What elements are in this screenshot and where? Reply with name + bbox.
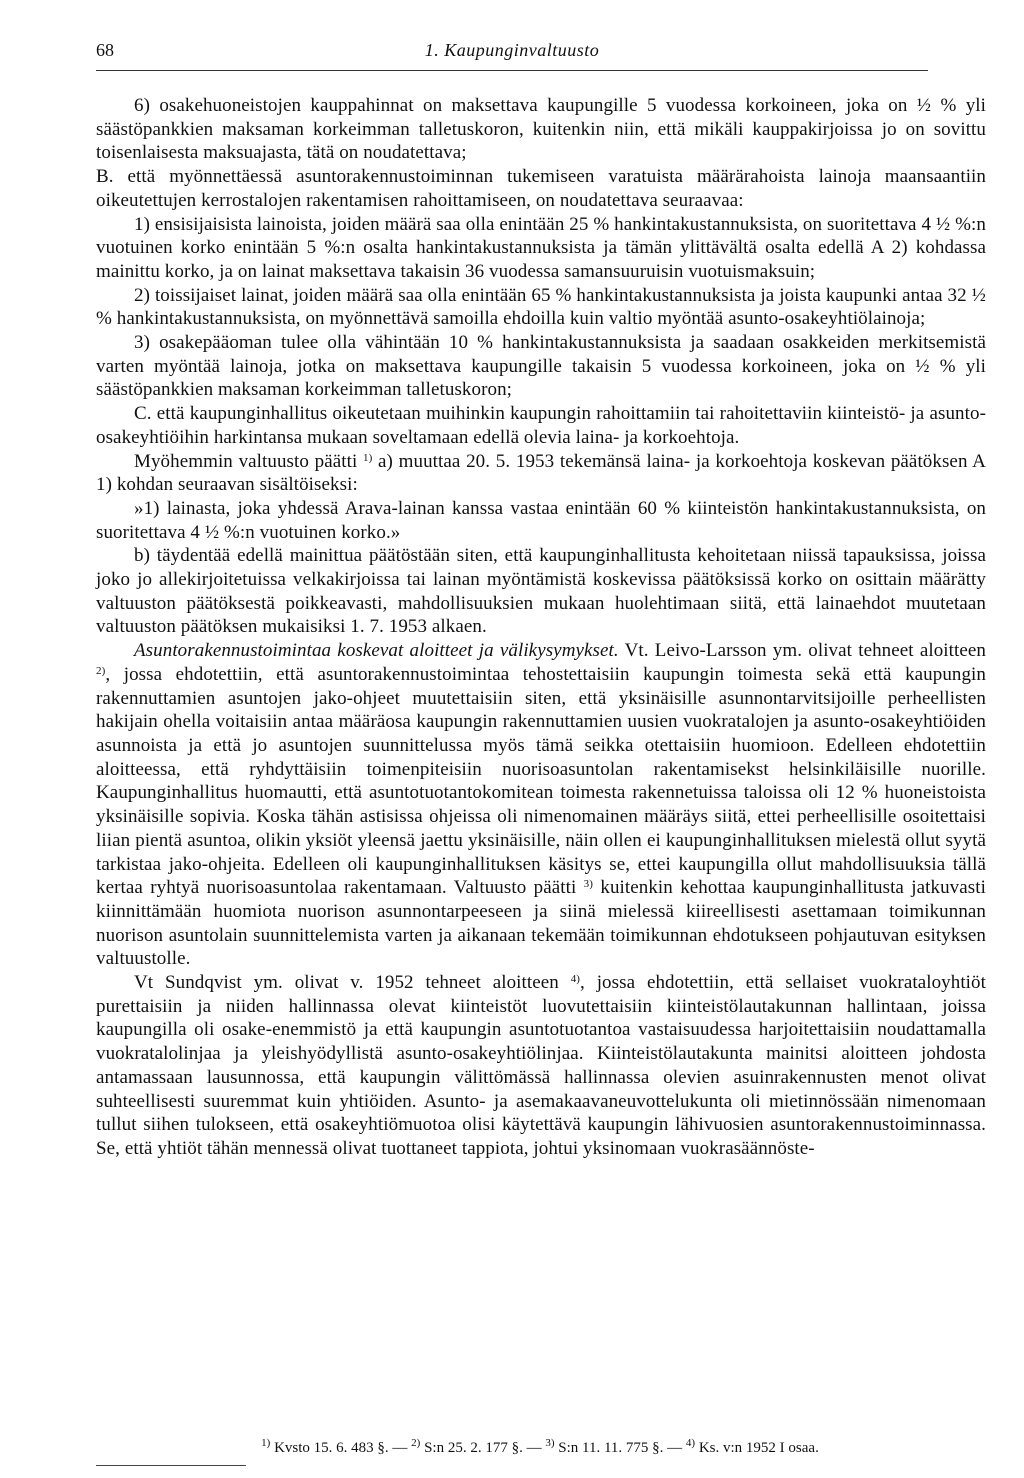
paragraph-b-2: 2) toissijaiset lainat, joiden määrä saa olla enintään 65 % hankintakustannuksista ja joista kaupunki antaa 32 ½ % hankintakustannuksista, on myönnettävä samoilla ehdoilla kuin valtio myöntää asunto-osakeyhtiölainoja;: [96, 284, 986, 330]
footnote-number-4: 4): [685, 1437, 696, 1449]
paragraph-b: B. että myönnettäessä asuntorakennustoiminnan tukemiseen varatuista määrärahoista lainoja maansaantiin oikeutettujen kerrostalojen rakentamisen rahoittamiseen, on noudatettava seuraavaa:: [96, 166, 986, 211]
footnote-4: Ks. v:n 1952 I osaa.: [698, 1440, 819, 1456]
decision-paragraph: [96, 450, 986, 497]
page-number: 68: [96, 40, 114, 60]
paragraph-c: C. että kaupunginhallitus oikeutetaan muihinkin kaupungin rahoittamiin tai rahoitettaviin kiinteistö- ja asunto-osakeyhtiöihin harkintansa mukaan soveltamaan edellä olevia laina- ja korkoehtoja.: [96, 403, 986, 448]
running-title: 1. Kaupunginvaltuusto: [424, 40, 600, 60]
section-title: Asuntorakennustoimintaa koskevat aloitteet ja välikysymykset.: [134, 640, 619, 662]
footnote-rule: [96, 1465, 246, 1466]
decision-text-after: a) muuttaa 20. 5. 1953 tekemänsä laina- ja korkoehtoja koskevan päätöksen A 1) kohdan seuraavan sisältöiseksi:: [96, 450, 986, 496]
footnote-2: S:n 25. 2. 177 §. —: [424, 1440, 542, 1456]
final-paragraph: [96, 971, 986, 1161]
footnote-ref-3: 3): [583, 878, 593, 891]
body-text: [96, 94, 986, 1161]
quoted-clause: »1) lainasta, joka yhdessä Arava-lainan kanssa vastaa enintään 60 % kiinteistön hankintakustannuksista, on suoritettava 4 ½ %:n vuotuinen korko.»: [96, 497, 986, 543]
final-text-1: Vt Sundqvist ym. olivat v. 1952 tehneet aloitteen: [134, 972, 559, 994]
footnote-3: S:n 11. 11. 775 §. —: [558, 1440, 683, 1456]
footnotes: [96, 1437, 984, 1457]
section-text-2: , jossa ehdotettiin, että asuntorakennustoimintaa tehostettaisiin kaupungin toimesta sekä että kaupungin rakennuttamien asuntojen jako-ohjeet muutettaisiin siten, että yksinäisille asunnontarvitsijoille perheellisten hakijain ohella voitaisiin antaa määräosa kaupungin rakennuttamien uusien vuokratalojen ja asunto-osakeyhtiöiden asunnoista ja että jo asuntojen suunnittelussa myös tämä seikka otettaisiin huomioon. Edelleen ehdotettiin aloitteessa, että ryhdyttäisiin toimenpiteisiin nuorisoasuntolan rakentamisekst helsinkiläisille nuorille. Kaupunginhallitus huomautti, että asuntotuotantokomitean toimesta rakennetuissa taloissa oli 12 % huoneistoista yksinäisille sopivia. Koska tähän astisissa ohjeissa oli nimenomainen määräys siitä, ettei perheellisille osoitettaisi liian pientä asuntoa, olikin yksiöt yleensä jaettu yksinäisille, näin ollen ei kaupunginhallituksen mielestä ollut syytä tarkistaa jako-ohjeita. Edelleen oli kaupunginhallituksen käsitys se, ettei kaupungilla ollut mahdollisuuksia tällä kertaa ryhtyä nuorisoasuntolaa rakentamaan. Valtuusto päätti: [96, 663, 986, 899]
section-text-3: kuitenkin kehottaa kaupunginhallitusta jatkuvasti kiinnittämään huomiota nuorison asunnontarpeeseen ja siinä mielessä kiireellisesti asettamaan toimikunnan nuorison asuntolain suunnittelemista varten ja aikanaan tekemään toimikunnan ehdotukseen pohjautuvan esityksen valtuustolle.: [96, 877, 986, 970]
paragraph-decision-b: b) täydentää edellä mainittua päätöstään siten, että kaupunginhallitusta kehoitetaan niissä tapauksissa, joissa joko jo allekirjoitetuissa velkakirjoissa tai lainan myöntämistä koskevissa päätöksissä korko on osittain määrätty valtuuston päätöksestä poikkeavasti, mahdollisuuksien mukaan huolehtimaan siitä, että lainaehdot muutetaan valtuuston päätöksen mukaisiksi 1. 7. 1953 alkaen.: [96, 545, 986, 638]
paragraph-b-1: 1) ensisijaisista lainoista, joiden määrä saa olla enintään 25 % hankintakustannuksista, on suoritettava 4 ½ %:n vuotuinen korko enintään 5 %:n osalta hankintakustannuksista ja tämän ylittävältä osalta edellä A 2) kohdassa mainittu korko, ja on lainat maksettava takaisin 36 vuodessa samansuuruisin vuotuismaksuin;: [96, 213, 986, 282]
header-rule: [96, 70, 928, 71]
paragraph-item-6: 6) osakehuoneistojen kauppahinnat on maksettava kaupungille 5 vuodessa korkoineen, joka on ½ % yli säästöpankkien maksaman korkeimman talletuskoron, kuitenkin niin, että mikäli kauppakirjoissa jo on sovittu toisenlaisesta maksuajasta, tätä on noudatettava;: [96, 95, 986, 164]
section-text-1: Vt. Leivo-Larsson ym. olivat tehneet aloitteen: [624, 640, 986, 662]
footnote-number-3: 3): [545, 1437, 555, 1449]
footnote-number-1: 1): [261, 1437, 271, 1449]
footnote-number-2: 2): [411, 1437, 421, 1449]
footnote-ref-2: 2): [96, 664, 106, 677]
paragraph-b-3: 3) osakepääoman tulee olla vähintään 10 % hankintakustannuksista ja saadaan osakkeiden merkitsemistä varten myöntää lainoja, jotka on maksettava kaupungille takaisin 5 vuodessa korkoineen, joka on ½ % yli säästöpankkien maksaman korkeimman talletuskoron;: [96, 332, 986, 401]
section-paragraph: [96, 639, 986, 971]
page-header: [96, 40, 928, 70]
footnote-ref-1: 1): [363, 451, 373, 464]
decision-text-before: Myöhemmin valtuusto päätti: [134, 450, 358, 472]
final-text-2: , jossa ehdotettiin, että sellaiset vuokrataloyhtiöt purettaisiin ja niiden hallinnassa olevat kiinteistöt luovutettaisiin kiinteistölautakunnan hallintaan, joissa kaupungilla oli osake-enemmistö ja että kaupungin asuntotuotantoa vastaisuudessa harjoitettaisiin noudattamalla vuokratalolinjaa ja yleishyödyllistä asunto-osakeyhtiölinjaa. Kiinteistölautakunta mainitsi aloitteen johdosta antamassaan lausunnossa, että kaupungin välittömässä hallinnassa olevien asuinrakennusten menot olivat suhteellisesti suuremmat kuin yhtiöiden. Asunto- ja asemakaavaneuvottelukunta oli mietinnössään nimenomaan tullut siihen tulokseen, että osakeyhtiömuotoa olisi käytettävä kaupungin lähivuosien asuntorakennustoiminnassa. Se, että yhtiöt tähän mennessä olivat tuottaneet tappiota, johtui yksinomaan vuokrasäännöste-: [96, 972, 986, 1159]
footnote-ref-4: 4): [570, 973, 581, 986]
footnote-1: Kvsto 15. 6. 483 §. —: [274, 1440, 408, 1456]
